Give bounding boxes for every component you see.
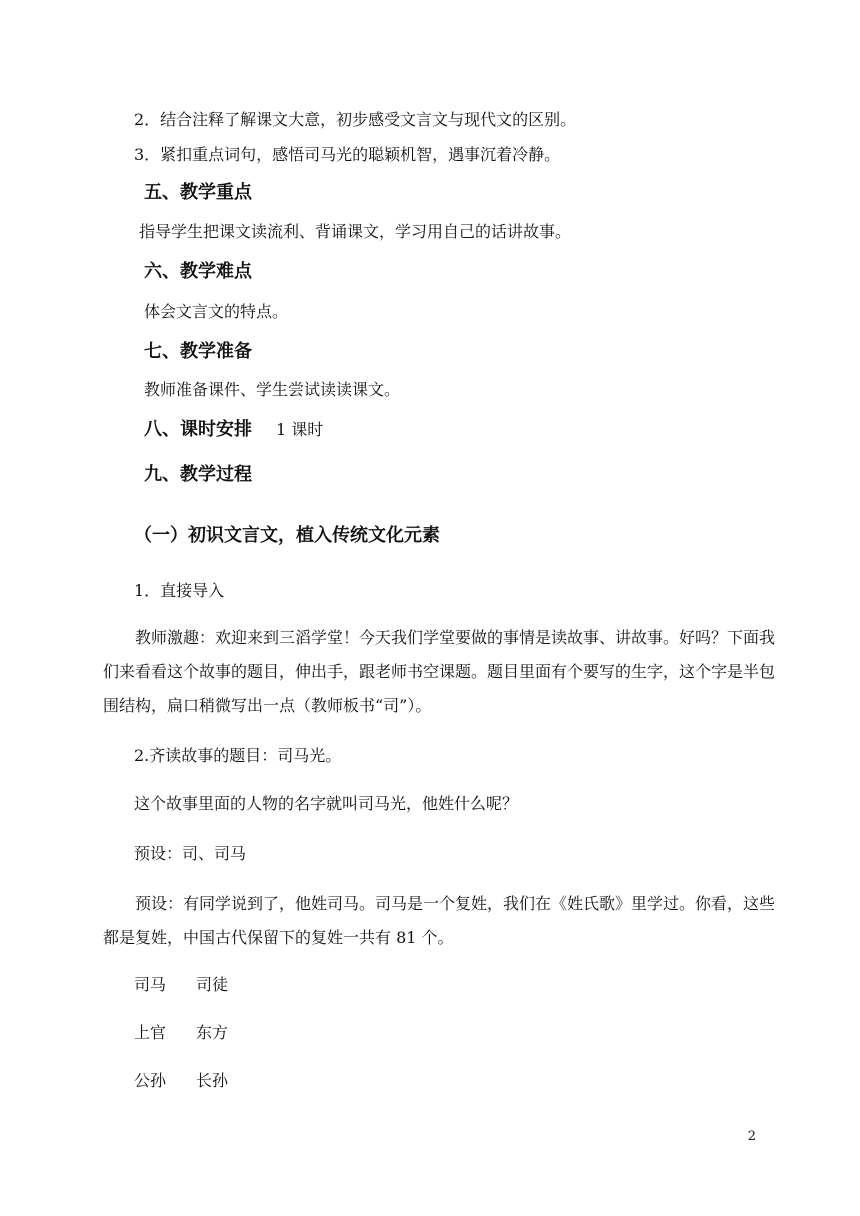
schedule-title-text: 八、课时安排 <box>144 419 252 440</box>
section-teaching-difficulty-title: 六、教学难点 <box>144 261 252 282</box>
step2-label: 2.齐读故事的题目：司马光。 <box>134 746 342 765</box>
objective-3: 3．紧扣重点词句，感悟司马光的聪颖机智，遇事沉着冷静。 <box>134 145 561 164</box>
surname-row-1-b: 司徒 <box>196 975 229 994</box>
surname-row-3-a: 公孙 <box>134 1071 167 1090</box>
section-teaching-preparation-title: 七、教学准备 <box>144 341 252 362</box>
preset-2-paragraph: 预设：有同学说到了，他姓司马。司马是一个复姓，我们在《姓氏歌》里学过。你看，这些都是复姓，中国古代保留下的复姓一共有 81 个。 <box>103 894 776 947</box>
step1-paragraph: 教师激趣：欢迎来到三滔学堂！今天我们学堂要做的事情是读故事、讲故事。好吗？下面我们来看看这个故事的题目，伸出手，跟老师书空课题。题目里面有个要写的生字，这个字是半包围结构，扁口稍微写出一点（教师板书“司”）。 <box>103 628 776 715</box>
section-schedule-title <box>144 418 323 442</box>
section-teaching-difficulty-text: 体会文言文的特点。 <box>144 302 289 321</box>
schedule-note: 1 课时 <box>276 420 324 439</box>
surname-row-1-a: 司马 <box>134 975 167 994</box>
section-teaching-process-title: 九、教学过程 <box>144 464 252 485</box>
page-number: 2 <box>747 1129 756 1144</box>
surname-row-2-b: 东方 <box>196 1023 229 1042</box>
preset-1: 预设：司、司马 <box>134 844 247 863</box>
section-teaching-preparation-text: 教师准备课件、学生尝试读读课文。 <box>144 380 401 399</box>
question-line: 这个故事里面的人物的名字就叫司马光，他姓什么呢？ <box>134 794 519 813</box>
surname-row-3-b: 长孙 <box>196 1071 229 1090</box>
section-teaching-focus-title: 五、教学重点 <box>144 182 252 203</box>
section-teaching-focus-text: 指导学生把课文读流利、背诵课文，学习用自己的话讲故事。 <box>139 222 572 241</box>
objective-2: 2．结合注释了解课文大意，初步感受文言文与现代文的区别。 <box>134 110 577 129</box>
part1-title: （一）初识文言文，植入传统文化元素 <box>134 525 440 546</box>
step1-label: 1．直接导入 <box>134 581 225 600</box>
surname-row-2-a: 上官 <box>134 1023 167 1042</box>
